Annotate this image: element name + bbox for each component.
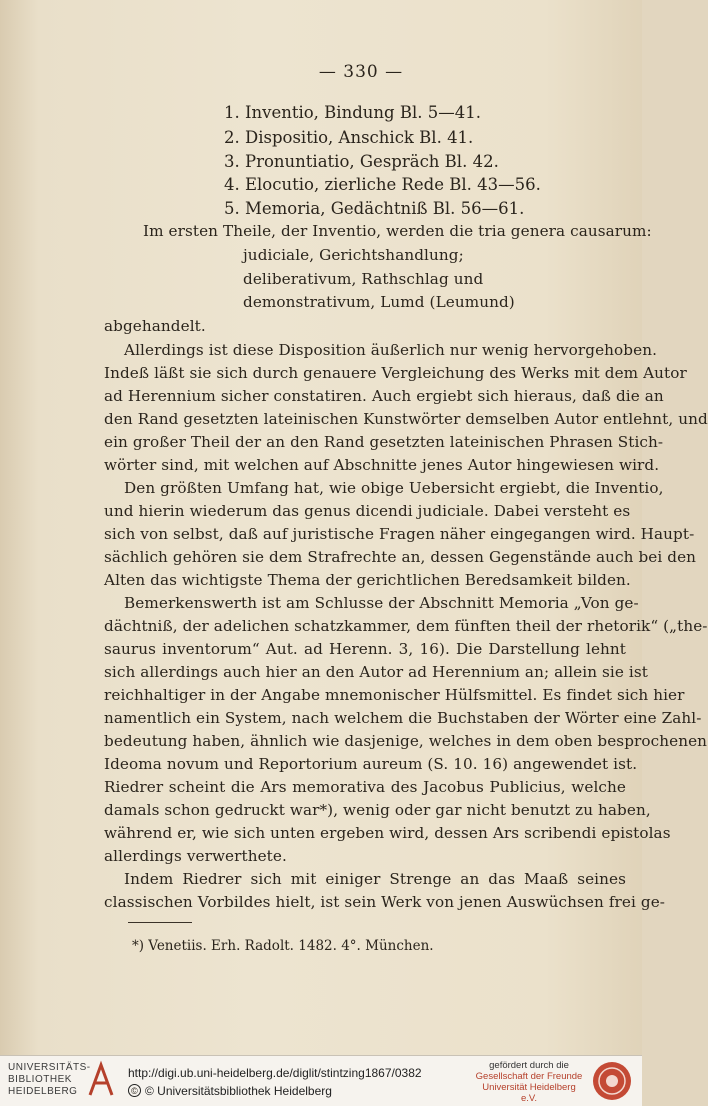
body-line: reichhaltiger in der Angabe mnemonischer Hülfsmittel. Es findet sich hier: [104, 686, 685, 704]
body-line: Alten das wichtigste Thema der gerichtlichen Beredsamkeit bilden.: [104, 571, 631, 589]
library-name: UNIVERSITÄTS- BIBLIOTHEK HEIDELBERG: [8, 1062, 91, 1097]
body-line: ad Herennium sicher constatiren. Auch ergiebt sich hieraus, daß die an: [104, 387, 664, 405]
body-line: Indem Riedrer sich mit einiger Strenge an das Maaß seines: [124, 870, 626, 888]
genus-demonstrativum: demonstrativum, Lumd (Leumund): [243, 293, 515, 311]
copyright-icon: ©: [128, 1084, 141, 1097]
enum-item-3: 3. Pronuntiatio, Gespräch Bl. 42.: [224, 152, 499, 171]
library-logo-icon: [86, 1061, 116, 1099]
enum-item-2: 2. Dispositio, Anschick Bl. 41.: [224, 128, 474, 147]
funding-note: gefördert durch die Gesellschaft der Freunde Universität Heidelberg e.V.: [475, 1060, 583, 1104]
body-line: Ideoma novum und Reportorium aureum (S. 10. 16) angewendet ist.: [104, 755, 638, 773]
enum-item-4: 4. Elocutio, zierliche Rede Bl. 43—56.: [224, 175, 541, 194]
body-line: ein großer Theil der an den Rand gesetzten lateinischen Phrasen Stich-: [104, 433, 664, 451]
body-line: classischen Vorbildes hielt, ist sein Werk von jenen Auswüchsen frei ge-: [104, 893, 666, 911]
page-number: — 330 —: [318, 62, 404, 82]
body-line: saurus inventorum“ Aut. ad Herenn. 3, 16). Die Darstellung lehnt: [104, 640, 626, 658]
body-line: wörter sind, mit welchen auf Abschnitte jenes Autor hingewiesen wird.: [104, 456, 660, 474]
body-line: damals schon gedruckt war*), wenig oder gar nicht benutzt zu haben,: [104, 801, 651, 819]
body-line: Indeß läßt sie sich durch genauere Vergleichung des Werks mit dem Autor: [104, 364, 687, 382]
body-line: Riedrer scheint die Ars memorativa des Jacobus Publicius, welche: [104, 778, 626, 796]
university-seal-icon: [590, 1060, 634, 1102]
body-line: sich von selbst, daß auf juristische Fragen näher eingegangen wird. Haupt-: [104, 525, 695, 543]
footnote: *) Venetiis. Erh. Radolt. 1482. 4°. München.: [132, 938, 434, 954]
body-line: und hierin wiederum das genus dicendi judiciale. Dabei versteht es: [104, 502, 631, 520]
body-line: abgehandelt.: [104, 317, 206, 335]
copyright-text: © Universitätsbibliothek Heidelberg: [145, 1084, 332, 1098]
viewer-footer: [0, 1055, 642, 1106]
body-line: Allerdings ist diese Disposition äußerlich nur wenig hervorgehoben.: [124, 341, 658, 359]
genus-judiciale: judiciale, Gerichtshandlung;: [243, 246, 464, 264]
body-line: Bemerkenswerth ist am Schlusse der Abschnitt Memoria „Von ge-: [124, 594, 639, 612]
enum-item-1: 1. Inventio, Bindung Bl. 5—41.: [224, 103, 481, 122]
enum-item-5: 5. Memoria, Gedächtniß Bl. 56—61.: [224, 199, 525, 218]
paragraph-intro: Im ersten Theile, der Inventio, werden die tria genera causarum:: [143, 222, 652, 240]
genus-deliberativum: deliberativum, Rathschlag und: [243, 270, 484, 288]
body-line: während er, wie sich unten ergeben wird, dessen Ars scribendi epistolas: [104, 824, 671, 842]
body-line: Den größten Umfang hat, wie obige Uebersicht ergiebt, die Inventio,: [124, 479, 664, 497]
body-line: den Rand gesetzten lateinischen Kunstwörter demselben Autor entlehnt, und: [104, 410, 708, 428]
body-line: bedeutung haben, ähnlich wie dasjenige, welches in dem oben besprochenen: [104, 732, 708, 750]
body-line: sächlich gehören sie dem Strafrechte an, dessen Gegenstände auch bei den: [104, 548, 697, 566]
footnote-divider: [128, 922, 192, 923]
body-line: allerdings verwerthete.: [104, 847, 287, 865]
body-line: sich allerdings auch hier an den Autor ad Herennium an; allein sie ist: [104, 663, 648, 681]
page-url-link[interactable]: http://digi.ub.uni-heidelberg.de/diglit/stintzing1867/0382: [128, 1066, 422, 1080]
body-line: dächtniß, der adelichen schatzkammer, dem fünften theil der rhetorik“ („the-: [104, 617, 708, 635]
body-line: namentlich ein System, nach welchem die Buchstaben der Wörter eine Zahl-: [104, 709, 702, 727]
